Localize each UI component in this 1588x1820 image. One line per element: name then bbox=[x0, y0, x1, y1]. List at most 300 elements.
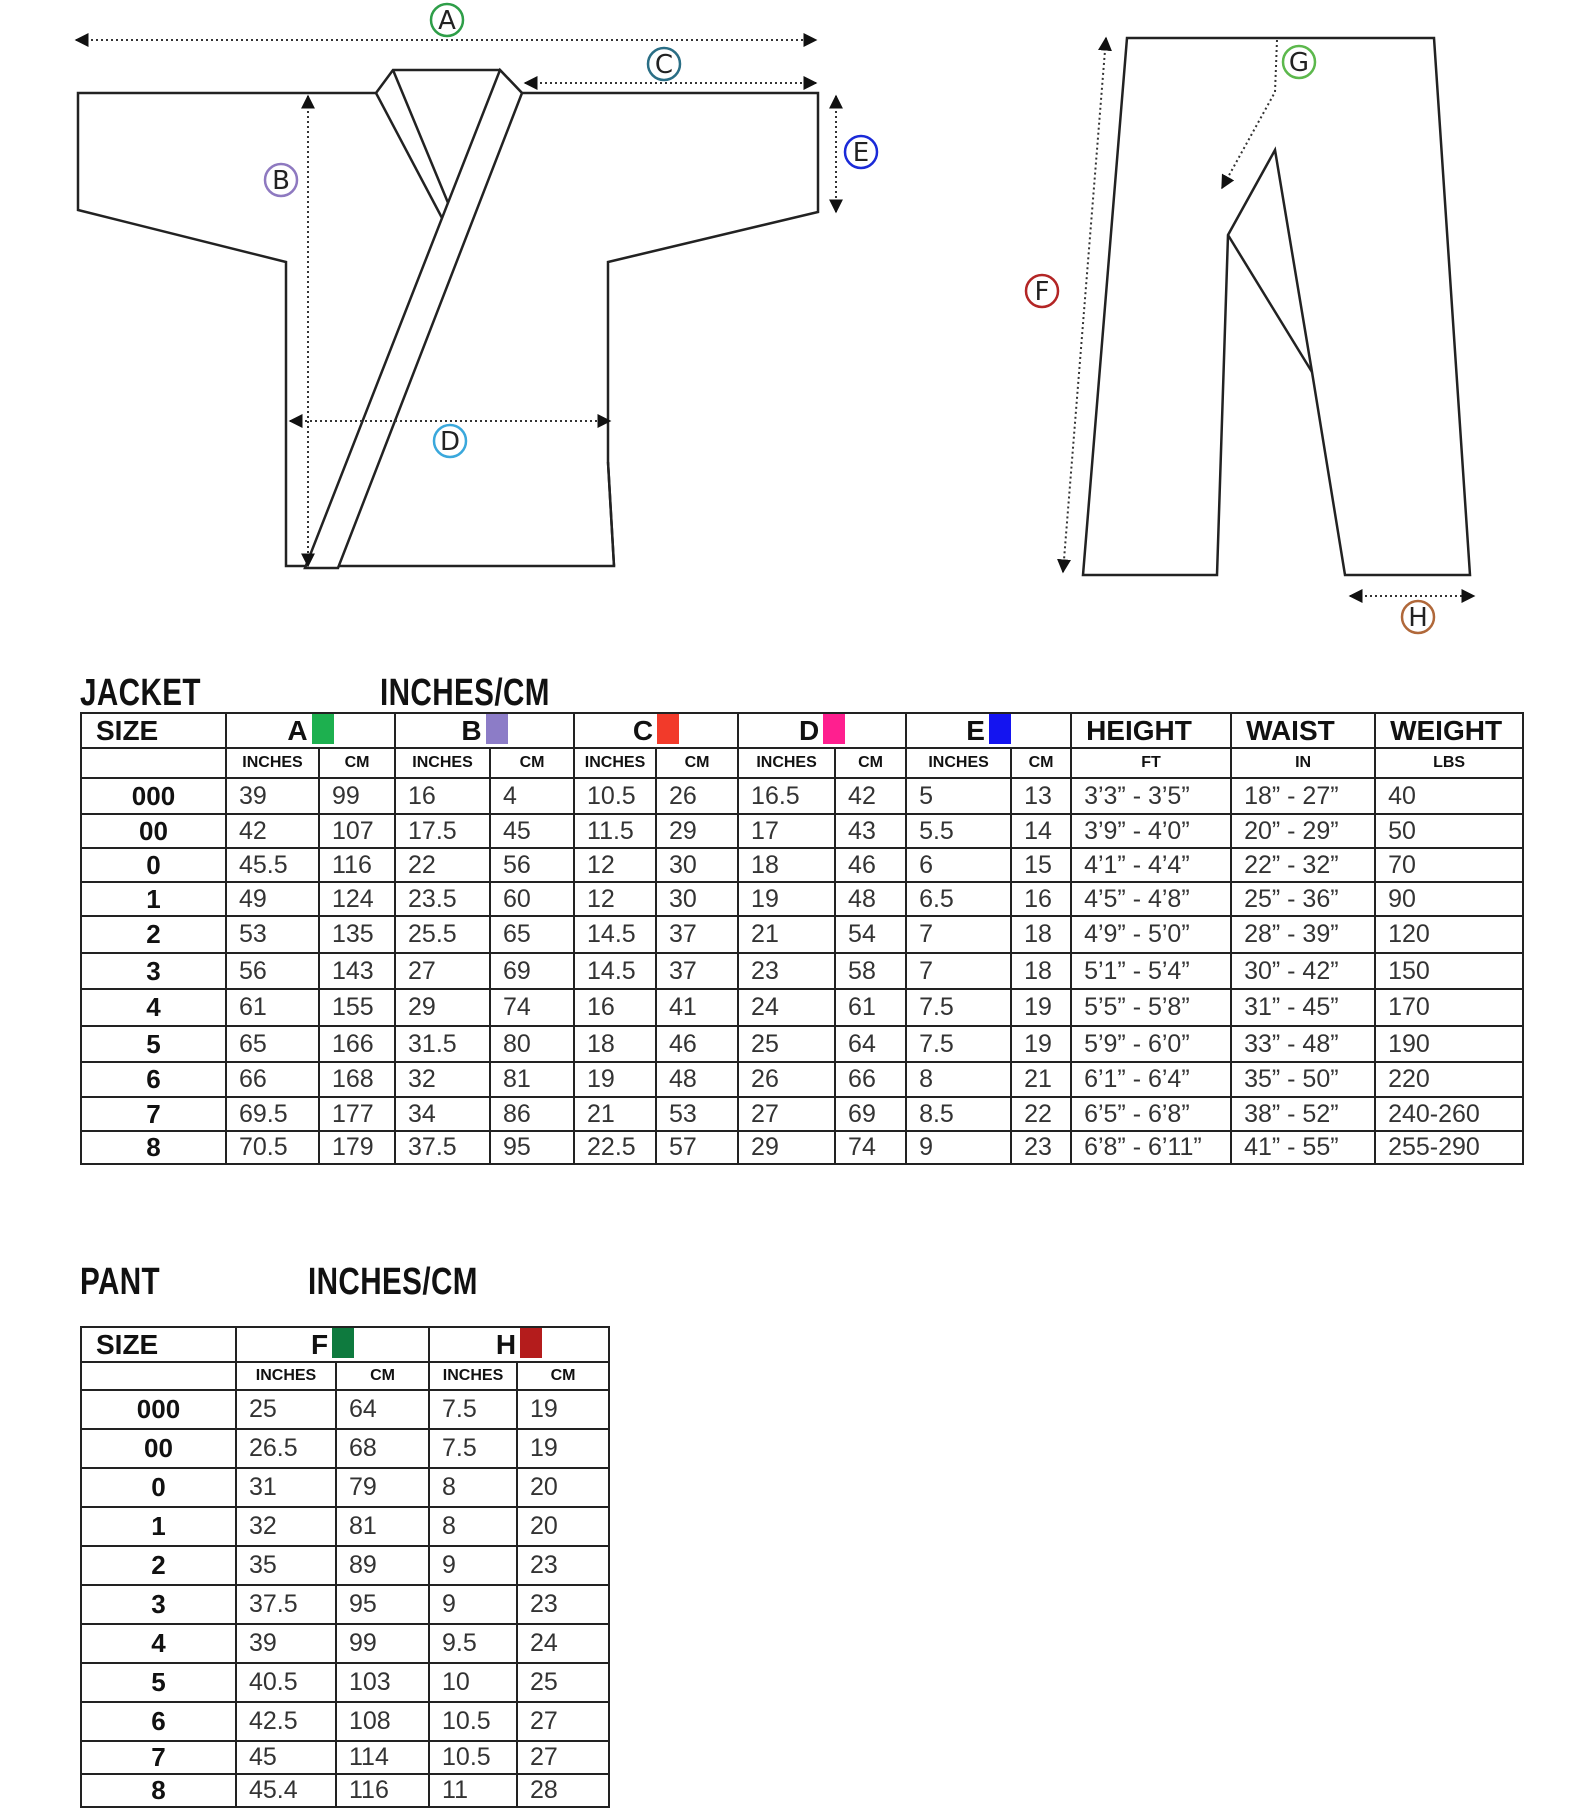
table-cell: 27 bbox=[738, 1097, 835, 1131]
table-cell: 22 bbox=[1011, 1097, 1071, 1131]
table-cell: 9 bbox=[429, 1585, 517, 1624]
table-cell: 21 bbox=[1011, 1062, 1071, 1097]
table-cell: 5.5 bbox=[906, 814, 1011, 848]
d-inches-header: INCHES bbox=[738, 748, 835, 778]
table-cell: 25.5 bbox=[395, 916, 490, 953]
jacket-table-body bbox=[81, 778, 1523, 1164]
e-cm-header: CM bbox=[1011, 748, 1071, 778]
a-inches-header: INCHES bbox=[226, 748, 319, 778]
table-cell: 38” - 52” bbox=[1231, 1097, 1375, 1131]
table-cell: 8 bbox=[429, 1507, 517, 1546]
table-cell: 17.5 bbox=[395, 814, 490, 848]
table-cell: 86 bbox=[490, 1097, 574, 1131]
d-cm-header: CM bbox=[835, 748, 906, 778]
table-cell: 7 bbox=[906, 916, 1011, 953]
marker-e bbox=[845, 136, 877, 168]
table-cell: 99 bbox=[319, 778, 395, 814]
table-cell: 240-260 bbox=[1375, 1097, 1523, 1131]
table-cell: 3’3” - 3’5” bbox=[1071, 778, 1231, 814]
c-cm-header: CM bbox=[656, 748, 738, 778]
marker-e-label: E bbox=[852, 138, 870, 168]
size-cell: 2 bbox=[81, 916, 226, 953]
waist-header: WAIST bbox=[1231, 713, 1375, 748]
table-row bbox=[81, 1546, 609, 1585]
table-cell: 54 bbox=[835, 916, 906, 953]
table-cell: 27 bbox=[517, 1702, 609, 1741]
table-cell: 80 bbox=[490, 1026, 574, 1062]
table-row bbox=[81, 778, 1523, 814]
table-cell: 116 bbox=[319, 848, 395, 882]
height-unit-header: FT bbox=[1071, 748, 1231, 778]
table-cell: 168 bbox=[319, 1062, 395, 1097]
table-row bbox=[81, 1468, 609, 1507]
table-cell: 8 bbox=[906, 1062, 1011, 1097]
jacket-outline bbox=[78, 70, 818, 568]
marker-b bbox=[265, 164, 297, 196]
table-cell: 17 bbox=[738, 814, 835, 848]
group-h-header bbox=[429, 1327, 609, 1362]
table-cell: 23.5 bbox=[395, 882, 490, 916]
table-cell: 70 bbox=[1375, 848, 1523, 882]
table-cell: 81 bbox=[490, 1062, 574, 1097]
table-row bbox=[81, 1026, 1523, 1062]
jacket-size-table bbox=[80, 712, 1524, 1165]
table-cell: 31” - 45” bbox=[1231, 989, 1375, 1026]
table-cell: 22.5 bbox=[574, 1131, 656, 1164]
table-cell: 108 bbox=[336, 1702, 429, 1741]
group-h-letter: H bbox=[495, 1329, 517, 1360]
h-cm-header: CM bbox=[517, 1362, 609, 1390]
table-row bbox=[81, 1131, 1523, 1164]
h-inches-header: INCHES bbox=[429, 1362, 517, 1390]
table-cell: 34 bbox=[395, 1097, 490, 1131]
table-cell: 70.5 bbox=[226, 1131, 319, 1164]
table-cell: 30 bbox=[656, 882, 738, 916]
table-cell: 41” - 55” bbox=[1231, 1131, 1375, 1164]
table-cell: 45.4 bbox=[236, 1774, 336, 1807]
size-cell: 1 bbox=[81, 1507, 236, 1546]
table-cell: 31.5 bbox=[395, 1026, 490, 1062]
table-cell: 23 bbox=[517, 1585, 609, 1624]
table-cell: 26.5 bbox=[236, 1429, 336, 1468]
size-subheader bbox=[81, 748, 226, 778]
table-cell: 18 bbox=[574, 1026, 656, 1062]
table-cell: 18 bbox=[1011, 953, 1071, 989]
table-cell: 37 bbox=[656, 953, 738, 989]
table-cell: 22 bbox=[395, 848, 490, 882]
table-cell: 21 bbox=[738, 916, 835, 953]
weight-header: WEIGHT bbox=[1375, 713, 1523, 748]
table-cell: 19 bbox=[517, 1429, 609, 1468]
table-cell: 19 bbox=[1011, 989, 1071, 1026]
table-cell: 5 bbox=[906, 778, 1011, 814]
group-d-header bbox=[738, 713, 906, 748]
table-cell: 43 bbox=[835, 814, 906, 848]
table-row bbox=[81, 1774, 609, 1807]
table-cell: 135 bbox=[319, 916, 395, 953]
group-c-swatch bbox=[657, 714, 679, 744]
table-cell: 7 bbox=[906, 953, 1011, 989]
size-cell: 7 bbox=[81, 1741, 236, 1774]
pant-subheader-row bbox=[81, 1362, 609, 1390]
table-cell: 220 bbox=[1375, 1062, 1523, 1097]
table-cell: 25” - 36” bbox=[1231, 882, 1375, 916]
marker-f bbox=[1026, 275, 1058, 307]
table-cell: 61 bbox=[835, 989, 906, 1026]
table-cell: 16 bbox=[1011, 882, 1071, 916]
table-row bbox=[81, 1507, 609, 1546]
group-e-letter: E bbox=[966, 715, 985, 746]
table-row bbox=[81, 1585, 609, 1624]
table-cell: 39 bbox=[226, 778, 319, 814]
table-cell: 3’9” - 4’0” bbox=[1071, 814, 1231, 848]
table-cell: 41 bbox=[656, 989, 738, 1026]
table-cell: 21 bbox=[574, 1097, 656, 1131]
group-e-swatch bbox=[989, 714, 1011, 744]
table-cell: 37 bbox=[656, 916, 738, 953]
table-cell: 30 bbox=[656, 848, 738, 882]
table-cell: 20” - 29” bbox=[1231, 814, 1375, 848]
table-cell: 29 bbox=[656, 814, 738, 848]
table-cell: 11 bbox=[429, 1774, 517, 1807]
group-a-swatch bbox=[312, 714, 334, 744]
table-row bbox=[81, 1741, 609, 1774]
table-cell: 30” - 42” bbox=[1231, 953, 1375, 989]
height-header: HEIGHT bbox=[1071, 713, 1231, 748]
size-cell: 2 bbox=[81, 1546, 236, 1585]
size-cell: 00 bbox=[81, 1429, 236, 1468]
table-cell: 57 bbox=[656, 1131, 738, 1164]
table-cell: 61 bbox=[226, 989, 319, 1026]
table-cell: 150 bbox=[1375, 953, 1523, 989]
table-row bbox=[81, 1097, 1523, 1131]
table-cell: 16 bbox=[395, 778, 490, 814]
marker-h bbox=[1402, 601, 1434, 633]
size-cell: 3 bbox=[81, 953, 226, 989]
table-cell: 10.5 bbox=[574, 778, 656, 814]
table-cell: 6’1” - 6’4” bbox=[1071, 1062, 1231, 1097]
f-inches-header: INCHES bbox=[236, 1362, 336, 1390]
table-cell: 40.5 bbox=[236, 1663, 336, 1702]
table-cell: 32 bbox=[236, 1507, 336, 1546]
table-cell: 11.5 bbox=[574, 814, 656, 848]
table-row bbox=[81, 882, 1523, 916]
table-cell: 4 bbox=[490, 778, 574, 814]
size-cell: 4 bbox=[81, 989, 226, 1026]
table-cell: 60 bbox=[490, 882, 574, 916]
table-cell: 46 bbox=[835, 848, 906, 882]
size-cell: 00 bbox=[81, 814, 226, 848]
table-row bbox=[81, 1062, 1523, 1097]
table-cell: 23 bbox=[738, 953, 835, 989]
table-cell: 14 bbox=[1011, 814, 1071, 848]
table-cell: 90 bbox=[1375, 882, 1523, 916]
table-cell: 143 bbox=[319, 953, 395, 989]
table-cell: 19 bbox=[738, 882, 835, 916]
table-cell: 49 bbox=[226, 882, 319, 916]
group-c-letter: C bbox=[632, 715, 654, 746]
table-cell: 74 bbox=[490, 989, 574, 1026]
e-inches-header: INCHES bbox=[906, 748, 1011, 778]
table-cell: 89 bbox=[336, 1546, 429, 1585]
size-cell: 5 bbox=[81, 1663, 236, 1702]
table-cell: 124 bbox=[319, 882, 395, 916]
table-cell: 19 bbox=[517, 1390, 609, 1429]
group-b-swatch bbox=[486, 714, 508, 744]
table-cell: 40 bbox=[1375, 778, 1523, 814]
jacket-header-row bbox=[81, 713, 1523, 748]
b-cm-header: CM bbox=[490, 748, 574, 778]
table-cell: 48 bbox=[656, 1062, 738, 1097]
waist-unit-header: IN bbox=[1231, 748, 1375, 778]
marker-f-label: F bbox=[1034, 277, 1050, 307]
table-cell: 50 bbox=[1375, 814, 1523, 848]
marker-g bbox=[1283, 46, 1315, 78]
table-cell: 99 bbox=[336, 1624, 429, 1663]
size-cell: 7 bbox=[81, 1097, 226, 1131]
table-cell: 66 bbox=[835, 1062, 906, 1097]
table-cell: 56 bbox=[490, 848, 574, 882]
table-cell: 35” - 50” bbox=[1231, 1062, 1375, 1097]
table-cell: 65 bbox=[226, 1026, 319, 1062]
table-cell: 39 bbox=[236, 1624, 336, 1663]
table-cell: 155 bbox=[319, 989, 395, 1026]
table-cell: 7.5 bbox=[429, 1390, 517, 1429]
table-cell: 6.5 bbox=[906, 882, 1011, 916]
table-cell: 5’5” - 5’8” bbox=[1071, 989, 1231, 1026]
table-cell: 6 bbox=[906, 848, 1011, 882]
table-cell: 4’5” - 4’8” bbox=[1071, 882, 1231, 916]
table-cell: 28” - 39” bbox=[1231, 916, 1375, 953]
table-cell: 18 bbox=[738, 848, 835, 882]
table-cell: 190 bbox=[1375, 1026, 1523, 1062]
marker-a bbox=[431, 4, 463, 36]
table-cell: 37.5 bbox=[236, 1585, 336, 1624]
table-cell: 53 bbox=[226, 916, 319, 953]
pant-unit-label: INCHES/CM bbox=[308, 1261, 478, 1303]
table-row bbox=[81, 814, 1523, 848]
table-cell: 35 bbox=[236, 1546, 336, 1585]
size-cell: 0 bbox=[81, 848, 226, 882]
table-cell: 10.5 bbox=[429, 1702, 517, 1741]
garment-diagram bbox=[0, 0, 1588, 640]
group-d-letter: D bbox=[798, 715, 820, 746]
jacket-title: JACKET bbox=[80, 672, 201, 714]
table-cell: 170 bbox=[1375, 989, 1523, 1026]
table-cell: 12 bbox=[574, 882, 656, 916]
table-cell: 9.5 bbox=[429, 1624, 517, 1663]
group-d-swatch bbox=[823, 714, 845, 744]
table-cell: 26 bbox=[656, 778, 738, 814]
table-cell: 7.5 bbox=[906, 1026, 1011, 1062]
table-cell: 9 bbox=[429, 1546, 517, 1585]
table-cell: 26 bbox=[738, 1062, 835, 1097]
table-cell: 22” - 32” bbox=[1231, 848, 1375, 882]
table-cell: 19 bbox=[1011, 1026, 1071, 1062]
table-cell: 31 bbox=[236, 1468, 336, 1507]
table-cell: 69.5 bbox=[226, 1097, 319, 1131]
pant-header-row bbox=[81, 1327, 609, 1362]
table-cell: 6’5” - 6’8” bbox=[1071, 1097, 1231, 1131]
table-cell: 45.5 bbox=[226, 848, 319, 882]
marker-b-label: B bbox=[272, 166, 290, 196]
b-inches-header: INCHES bbox=[395, 748, 490, 778]
table-cell: 42.5 bbox=[236, 1702, 336, 1741]
table-cell: 8.5 bbox=[906, 1097, 1011, 1131]
table-cell: 27 bbox=[517, 1741, 609, 1774]
table-cell: 81 bbox=[336, 1507, 429, 1546]
marker-d bbox=[434, 425, 466, 457]
table-cell: 10.5 bbox=[429, 1741, 517, 1774]
size-cell: 3 bbox=[81, 1585, 236, 1624]
table-row bbox=[81, 1663, 609, 1702]
table-cell: 42 bbox=[835, 778, 906, 814]
table-cell: 64 bbox=[336, 1390, 429, 1429]
table-cell: 65 bbox=[490, 916, 574, 953]
table-row bbox=[81, 916, 1523, 953]
jacket-subheader-row bbox=[81, 748, 1523, 778]
pant-size-header: SIZE bbox=[81, 1327, 236, 1362]
marker-d-label: D bbox=[439, 427, 461, 457]
size-cell: 0 bbox=[81, 1468, 236, 1507]
size-cell: 1 bbox=[81, 882, 226, 916]
table-cell: 28 bbox=[517, 1774, 609, 1807]
table-cell: 58 bbox=[835, 953, 906, 989]
table-row bbox=[81, 953, 1523, 989]
marker-c bbox=[648, 48, 680, 80]
table-cell: 116 bbox=[336, 1774, 429, 1807]
table-cell: 66 bbox=[226, 1062, 319, 1097]
table-cell: 95 bbox=[490, 1131, 574, 1164]
pant-table-body bbox=[81, 1390, 609, 1807]
table-cell: 24 bbox=[738, 989, 835, 1026]
marker-h-label: H bbox=[1408, 603, 1428, 633]
table-cell: 68 bbox=[336, 1429, 429, 1468]
pant-size-table bbox=[80, 1326, 610, 1808]
table-cell: 166 bbox=[319, 1026, 395, 1062]
table-cell: 23 bbox=[517, 1546, 609, 1585]
size-cell: 8 bbox=[81, 1774, 236, 1807]
table-cell: 74 bbox=[835, 1131, 906, 1164]
table-cell: 25 bbox=[738, 1026, 835, 1062]
table-cell: 15 bbox=[1011, 848, 1071, 882]
table-cell: 29 bbox=[395, 989, 490, 1026]
table-cell: 14.5 bbox=[574, 916, 656, 953]
c-inches-header: INCHES bbox=[574, 748, 656, 778]
pant-outline bbox=[1083, 38, 1470, 575]
table-cell: 177 bbox=[319, 1097, 395, 1131]
table-cell: 23 bbox=[1011, 1131, 1071, 1164]
group-f-swatch bbox=[332, 1328, 354, 1358]
table-row bbox=[81, 1702, 609, 1741]
table-cell: 95 bbox=[336, 1585, 429, 1624]
table-cell: 179 bbox=[319, 1131, 395, 1164]
marker-g-label: G bbox=[1288, 48, 1310, 78]
table-cell: 4’1” - 4’4” bbox=[1071, 848, 1231, 882]
table-cell: 13 bbox=[1011, 778, 1071, 814]
table-cell: 45 bbox=[490, 814, 574, 848]
table-cell: 53 bbox=[656, 1097, 738, 1131]
weight-unit-header: LBS bbox=[1375, 748, 1523, 778]
a-cm-header: CM bbox=[319, 748, 395, 778]
table-row bbox=[81, 1624, 609, 1663]
size-cell: 8 bbox=[81, 1131, 226, 1164]
table-cell: 10 bbox=[429, 1663, 517, 1702]
table-cell: 32 bbox=[395, 1062, 490, 1097]
group-b-header bbox=[395, 713, 574, 748]
table-cell: 9 bbox=[906, 1131, 1011, 1164]
table-cell: 8 bbox=[429, 1468, 517, 1507]
group-b-letter: B bbox=[461, 715, 482, 746]
table-cell: 16.5 bbox=[738, 778, 835, 814]
table-cell: 12 bbox=[574, 848, 656, 882]
table-cell: 56 bbox=[226, 953, 319, 989]
table-cell: 46 bbox=[656, 1026, 738, 1062]
group-c-header bbox=[574, 713, 738, 748]
group-h-swatch bbox=[520, 1328, 542, 1358]
table-cell: 25 bbox=[236, 1390, 336, 1429]
group-a-letter: A bbox=[287, 715, 308, 746]
table-cell: 48 bbox=[835, 882, 906, 916]
table-cell: 25 bbox=[517, 1663, 609, 1702]
size-cell: 000 bbox=[81, 778, 226, 814]
table-cell: 6’8” - 6’11” bbox=[1071, 1131, 1231, 1164]
table-cell: 20 bbox=[517, 1468, 609, 1507]
table-cell: 103 bbox=[336, 1663, 429, 1702]
size-cell: 4 bbox=[81, 1624, 236, 1663]
table-cell: 29 bbox=[738, 1131, 835, 1164]
table-cell: 79 bbox=[336, 1468, 429, 1507]
table-cell: 64 bbox=[835, 1026, 906, 1062]
table-cell: 16 bbox=[574, 989, 656, 1026]
size-cell: 6 bbox=[81, 1702, 236, 1741]
size-cell: 000 bbox=[81, 1390, 236, 1429]
marker-a-label: A bbox=[438, 6, 456, 36]
jacket-unit-label: INCHES/CM bbox=[380, 672, 550, 714]
marker-c-label: C bbox=[654, 50, 674, 80]
table-cell: 120 bbox=[1375, 916, 1523, 953]
table-cell: 14.5 bbox=[574, 953, 656, 989]
table-cell: 27 bbox=[395, 953, 490, 989]
table-cell: 7.5 bbox=[906, 989, 1011, 1026]
size-cell: 5 bbox=[81, 1026, 226, 1062]
table-cell: 4’9” - 5’0” bbox=[1071, 916, 1231, 953]
group-f-letter: F bbox=[310, 1329, 329, 1360]
table-row bbox=[81, 989, 1523, 1026]
table-cell: 18” - 27” bbox=[1231, 778, 1375, 814]
size-cell: 6 bbox=[81, 1062, 226, 1097]
table-cell: 107 bbox=[319, 814, 395, 848]
table-cell: 114 bbox=[336, 1741, 429, 1774]
table-cell: 24 bbox=[517, 1624, 609, 1663]
size-header: SIZE bbox=[81, 713, 226, 748]
group-f-header bbox=[236, 1327, 429, 1362]
table-cell: 33” - 48” bbox=[1231, 1026, 1375, 1062]
table-cell: 20 bbox=[517, 1507, 609, 1546]
pant-size-subheader bbox=[81, 1362, 236, 1390]
table-row bbox=[81, 1429, 609, 1468]
table-row bbox=[81, 1390, 609, 1429]
pant-title: PANT bbox=[80, 1261, 161, 1303]
group-e-header bbox=[906, 713, 1071, 748]
table-cell: 69 bbox=[835, 1097, 906, 1131]
group-a-header bbox=[226, 713, 395, 748]
table-cell: 45 bbox=[236, 1741, 336, 1774]
f-cm-header: CM bbox=[336, 1362, 429, 1390]
table-cell: 42 bbox=[226, 814, 319, 848]
table-cell: 19 bbox=[574, 1062, 656, 1097]
table-cell: 5’1” - 5’4” bbox=[1071, 953, 1231, 989]
